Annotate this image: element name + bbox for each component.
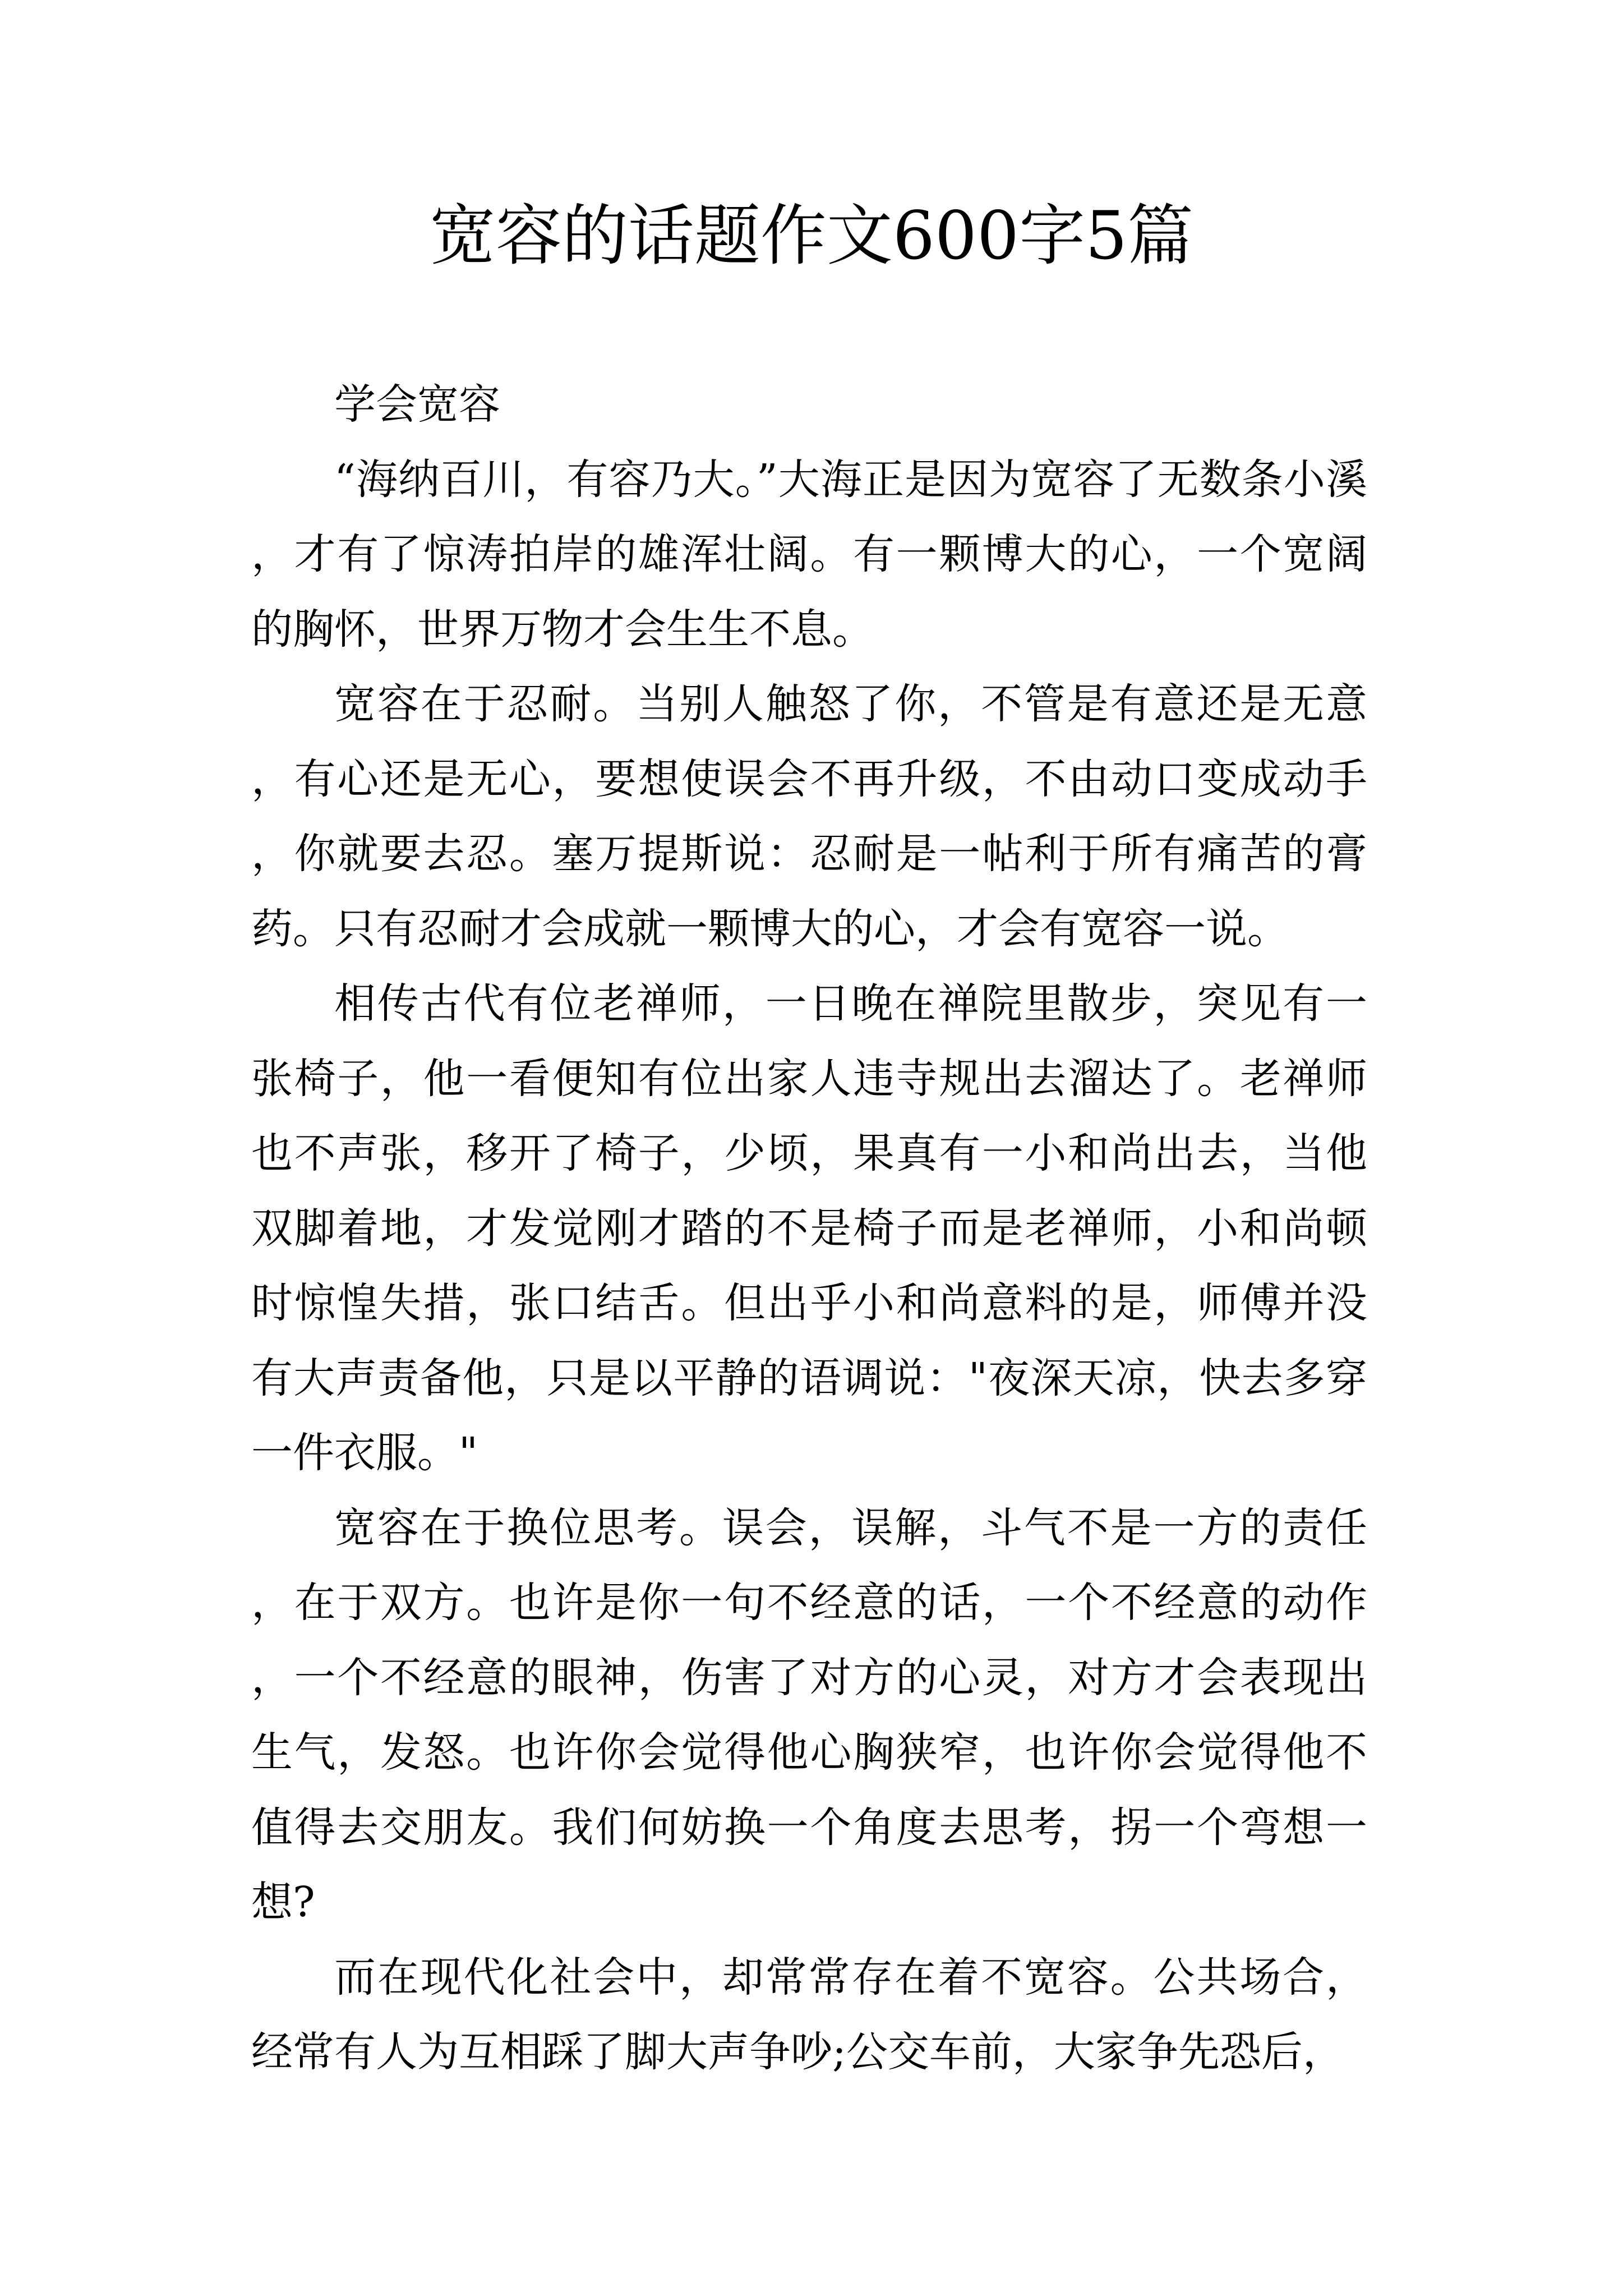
body-paragraph: 而在现代化社会中，却常常存在着不宽容。公共场合，经常有人为互相踩了脚大声争吵;公交车前，大家争先恐后， xyxy=(251,1953,1367,2076)
body-paragraph: 宽容在于换位思考。误会，误解，斗气不是一方的责任，在于双方。也许是你一句不经意的话，一个不经意的动作，一个不经意的眼神，伤害了对方的心灵，对方才会表现出生气，发怒。也许你会觉得他心胸狭窄，也许你会觉得他不值得去交朋友。我们何妨换一个角度去思考，拐一个弯想一想? xyxy=(251,1503,1367,1926)
body-paragraph: 宽容在于忍耐。当别人触怒了你，不管是有意还是无意，有心还是无心，要想使误会不再升级，不由动口变成动手，你就要去忍。塞万提斯说：忍耐是一帖利于所有痛苦的膏药。只有忍耐才会成就一颗博大的心，才会有宽容一说。 xyxy=(251,680,1367,953)
section-heading: 学会宽容 xyxy=(334,380,500,429)
document-title: 宽容的话题作文600字5篇 xyxy=(429,197,1194,274)
body-paragraph: “海纳百川，有容乃大。”大海正是因为宽容了无数条小溪，才有了惊涛拍岸的雄浑壮阔。有一颗博大的心，一个宽阔的胸怀，世界万物才会生生不息。 xyxy=(251,455,1367,654)
document-body xyxy=(251,367,1367,2090)
body-paragraph: 相传古代有位老禅师，一日晚在禅院里散步，突见有一张椅子，他一看便知有位出家人违寺规出去溜达了。老禅师也不声张，移开了椅子，少顷，果真有一小和尚出去，当他双脚着地，才发觉刚才踏的不是椅子而是老禅师，小和尚顿时惊惶失措，张口结舌。但出乎小和尚意料的是，师傅并没有大声责备他，只是以平静的语调说："夜深天凉，快去多穿一件衣服。" xyxy=(251,979,1367,1477)
